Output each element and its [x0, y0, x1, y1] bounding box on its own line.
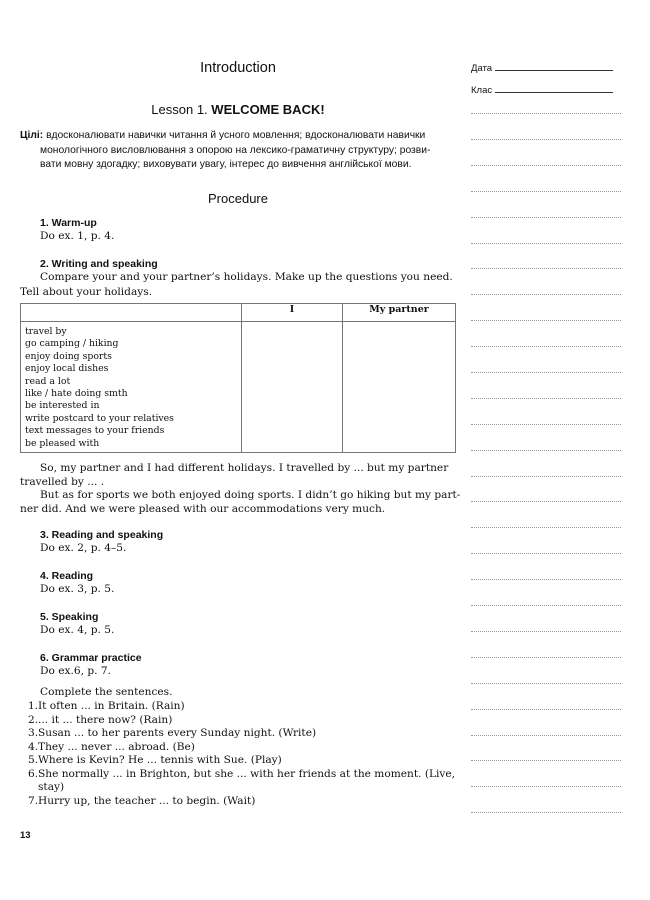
list-number: 3. — [28, 727, 39, 739]
table-item: enjoy local dishes — [25, 363, 109, 375]
section-text: Do ex. 4, p. 5. — [40, 624, 115, 636]
list-text: ... it ... there now? (Rain) — [38, 713, 173, 726]
note-line[interactable] — [471, 709, 621, 710]
list-text-cont: stay) — [38, 781, 65, 793]
table-item: read a lot — [25, 375, 71, 387]
lesson-name: WELCOME BACK! — [211, 102, 325, 117]
note-line[interactable] — [471, 760, 621, 761]
holidays-table — [20, 303, 456, 453]
section-text: Do ex. 1, p. 4. — [40, 230, 115, 242]
table-cell-i[interactable] — [242, 322, 343, 453]
list-text: Susan ... to her parents every Sunday night. (Write) — [38, 727, 317, 739]
example-paragraph-2 — [20, 489, 461, 516]
list-number: 2. — [28, 713, 39, 726]
paragraph-line: But as for sports we both enjoyed doing sports. I didn’t go hiking but my part- — [40, 489, 461, 501]
table-item: like / hate doing smth — [25, 388, 128, 400]
page-number: 13 — [20, 830, 31, 841]
note-line[interactable] — [471, 320, 621, 321]
section-heading: 5. Speaking — [40, 611, 99, 623]
class-underline[interactable] — [495, 83, 613, 93]
list-text: It often ... in Britain. (Rain) — [38, 700, 185, 712]
note-line[interactable] — [471, 113, 621, 114]
list-number: 7. — [28, 794, 39, 807]
note-line[interactable] — [471, 631, 621, 632]
lesson-prefix: Lesson 1. — [151, 102, 208, 117]
example-paragraph-1 — [20, 462, 456, 489]
section-warm-up — [40, 216, 456, 244]
list-text: Hurry up, the teacher ... to begin. (Wait) — [38, 794, 256, 807]
lesson-goals — [20, 129, 456, 173]
list-item — [20, 768, 456, 795]
section-grammar — [40, 651, 456, 699]
note-line[interactable] — [471, 501, 621, 502]
goals-line-2: монологічного висловлювання з опорою на лексико-граматичну структуру; розви- — [40, 144, 431, 156]
section-text: Do ex. 3, p. 5. — [40, 583, 115, 595]
list-item — [20, 754, 456, 768]
date-label: Дата — [471, 63, 493, 74]
section-text-cont: Tell about your holidays. — [20, 286, 153, 298]
note-line[interactable] — [471, 191, 621, 192]
note-line[interactable] — [471, 683, 621, 684]
section-writing-speaking — [40, 257, 456, 285]
goals-label: Цілі: — [20, 130, 44, 141]
section-text: Do ex. 2, p. 4–5. — [40, 542, 127, 554]
note-line[interactable] — [471, 579, 621, 580]
lesson-title — [20, 102, 456, 117]
section-heading: 1. Warm-up — [40, 217, 97, 229]
table-items-cell — [21, 322, 242, 453]
note-line[interactable] — [471, 424, 621, 425]
section-reading — [40, 569, 456, 597]
paragraph-line: travelled by ... . — [20, 475, 105, 488]
note-line[interactable] — [471, 605, 621, 606]
section-heading: 2. Writing and speaking — [40, 258, 158, 270]
note-line[interactable] — [471, 735, 621, 736]
section-instruction: Complete the sentences. — [40, 685, 173, 698]
list-number: 5. — [28, 754, 39, 766]
table-header-partner: My partner — [343, 304, 456, 322]
table-cell-partner[interactable] — [343, 322, 456, 453]
note-line[interactable] — [471, 657, 621, 658]
table-header-empty — [21, 304, 242, 322]
table-item: go camping / hiking — [25, 338, 119, 350]
table-item: travel by — [25, 326, 67, 337]
class-label: Клас — [471, 85, 493, 96]
list-item — [20, 727, 456, 741]
note-line[interactable] — [471, 786, 621, 787]
note-line[interactable] — [471, 217, 621, 218]
paragraph-line: ner did. And we were pleased with our accommodations very much. — [20, 502, 386, 515]
note-line[interactable] — [471, 372, 621, 373]
list-item — [20, 700, 456, 714]
note-line[interactable] — [471, 527, 621, 528]
list-number: 1. — [28, 700, 39, 712]
table-item: enjoy doing sports — [25, 350, 112, 362]
note-line[interactable] — [471, 243, 621, 244]
list-text: Where is Kevin? He ... tennis with Sue. (Play) — [38, 754, 282, 766]
date-underline[interactable] — [495, 61, 613, 71]
page-title: Introduction — [200, 60, 276, 76]
list-item — [20, 795, 456, 809]
table-header-i: I — [242, 304, 343, 322]
note-line[interactable] — [471, 812, 621, 813]
note-line[interactable] — [471, 450, 621, 451]
exercise-list — [20, 700, 456, 808]
note-line[interactable] — [471, 165, 621, 166]
section-reading-speaking — [40, 528, 456, 556]
list-item — [20, 741, 456, 755]
procedure-title: Procedure — [208, 191, 268, 206]
table-item: be pleased with — [25, 437, 100, 449]
section-heading: 4. Reading — [40, 570, 94, 582]
section-speaking — [40, 610, 456, 638]
list-item — [20, 714, 456, 728]
goals-line-1: вдосконалювати навички читання й усного мовлення; вдосконалювати навички — [46, 130, 426, 141]
section-heading: 3. Reading and speaking — [40, 529, 164, 541]
list-text: They ... never ... abroad. (Be) — [38, 740, 195, 753]
table-item: write postcard to your relatives — [25, 412, 174, 424]
paragraph-line: So, my partner and I had different holidays. I travelled by ... but my partner — [40, 462, 449, 474]
goals-line-3: вати мовну здогадку; виховувати увагу, інтерес до вивчення англійської мови. — [40, 159, 412, 170]
date-field[interactable] — [471, 61, 613, 74]
note-line[interactable] — [471, 553, 621, 554]
section-text: Do ex.6, p. 7. — [40, 665, 111, 677]
note-line[interactable] — [471, 268, 621, 269]
section-text: Compare your and your partner’s holidays. Make up the questions you need. — [40, 271, 453, 283]
note-line[interactable] — [471, 294, 621, 295]
class-field[interactable] — [471, 83, 613, 96]
note-line[interactable] — [471, 476, 621, 477]
list-number: 4. — [28, 740, 39, 753]
list-text: She normally ... in Brighton, but she ... with her friends at the moment. (Live, — [38, 767, 456, 780]
table-item: be interested in — [25, 400, 100, 412]
note-line[interactable] — [471, 346, 621, 347]
note-line[interactable] — [471, 398, 621, 399]
note-line[interactable] — [471, 139, 621, 140]
table-item: text messages to your friends — [25, 425, 165, 437]
section-heading: 6. Grammar practice — [40, 652, 142, 664]
list-number: 6. — [28, 767, 39, 780]
